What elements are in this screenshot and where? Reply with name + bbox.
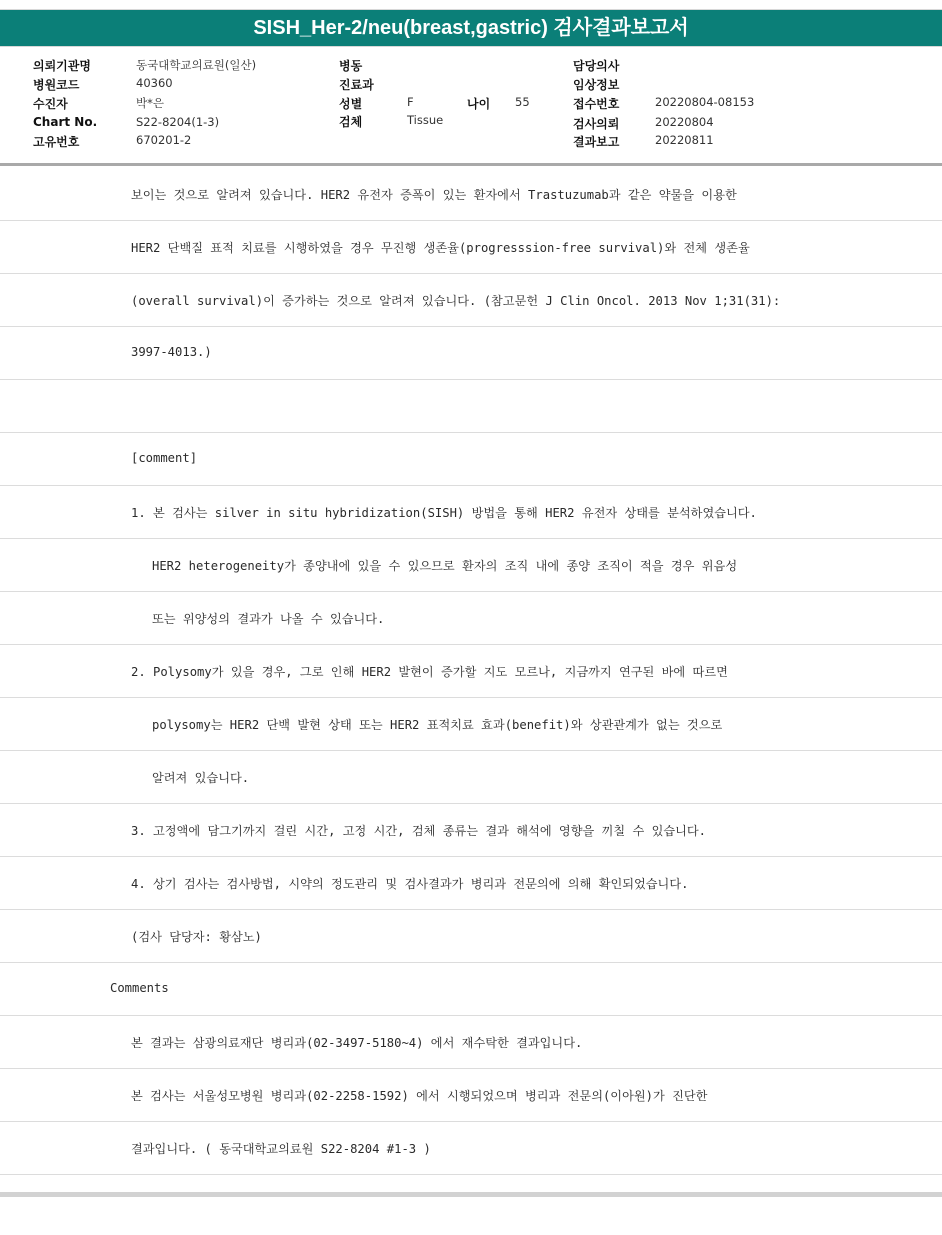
report-line (0, 221, 942, 274)
receipt-no-label: 접수번호 (573, 97, 620, 111)
report-line (0, 592, 942, 645)
hospital-code-label: 병원코드 (33, 78, 80, 92)
report-line (0, 433, 942, 486)
institution-value: 동국대학교의료원(일산) (136, 58, 257, 72)
unique-id-value: 670201-2 (136, 133, 192, 147)
line-text: (검사 담당자: 황삼노) (131, 930, 262, 944)
report-line (0, 486, 942, 539)
report-body (0, 168, 942, 1175)
report-line (0, 274, 942, 327)
dept-label: 진료과 (339, 78, 374, 92)
specimen-value: Tissue (407, 113, 444, 127)
line-text: 알려져 있습니다. (152, 771, 250, 785)
chart-no-label: Chart No. (33, 115, 98, 129)
report-line (0, 1016, 942, 1069)
line-text: 또는 위양성의 결과가 나올 수 있습니다. (152, 612, 385, 626)
report-line (0, 963, 942, 1016)
receipt-no-value: 20220804-08153 (655, 95, 755, 109)
doctor-label: 담당의사 (573, 59, 620, 73)
request-date-label: 검사의뢰 (573, 117, 620, 131)
line-text: 3. 고정액에 담그기까지 걸린 시간, 고정 시간, 검체 종류는 결과 해석에 영향을 끼칠 수 있습니다. (131, 824, 707, 838)
line-text: 1. 본 검사는 silver in situ hybridization(SISH) 방법을 통해 HER2 유전자 상태를 분석하였습니다. (131, 506, 757, 520)
comments-heading: Comments (110, 981, 169, 995)
report-line (0, 380, 942, 433)
sex-label: 성별 (339, 97, 363, 111)
chart-no-value: S22-8204(1-3) (136, 115, 220, 129)
report-line (0, 804, 942, 857)
line-text: (overall survival)이 증가하는 것으로 알려져 있습니다. (참고문헌 J Clin Oncol. 2013 Nov 1;31(31): (131, 294, 781, 308)
line-text: HER2 heterogeneity가 종양내에 있을 수 있으므로 환자의 조직 내에 종양 조직이 적을 경우 위음성 (152, 559, 738, 573)
footer-divider (0, 1192, 942, 1197)
comment-heading: [comment] (131, 451, 198, 465)
line-text: 4. 상기 검사는 검사방법, 시약의 정도관리 및 검사결과가 병리과 전문의에 의해 확인되었습니다. (131, 877, 689, 891)
report-line (0, 1069, 942, 1122)
line-text: 보이는 것으로 알려져 있습니다. HER2 유전자 증폭이 있는 환자에서 Trastuzumab과 같은 약물을 이용한 (131, 188, 737, 202)
report-line (0, 327, 942, 380)
report-title: SISH_Her-2/neu(breast,gastric) 검사결과보고서 (0, 9, 942, 47)
line-text: 결과입니다. ( 동국대학교의료원 S22-8204 #1-3 ) (131, 1142, 431, 1156)
hospital-code-value: 40360 (136, 76, 173, 90)
line-text: 본 결과는 삼광의료재단 병리과(02-3497-5180~4) 에서 재수탁한 결과입니다. (131, 1036, 583, 1050)
ward-label: 병동 (339, 59, 363, 73)
sex-value: F (407, 95, 414, 109)
request-date-value: 20220804 (655, 115, 714, 129)
line-text: 본 검사는 서울성모병원 병리과(02-2258-1592) 에서 시행되었으며 병리과 전문의(이아원)가 진단한 (131, 1089, 708, 1103)
report-line (0, 751, 942, 804)
line-text: polysomy는 HER2 단백 발현 상태 또는 HER2 표적치료 효과(benefit)와 상관관계가 없는 것으로 (152, 718, 723, 732)
report-line (0, 698, 942, 751)
report-date-label: 결과보고 (573, 135, 620, 149)
patient-value: 박*은 (136, 96, 164, 110)
header-divider (0, 163, 942, 166)
institution-label: 의뢰기관명 (33, 59, 91, 73)
report-line (0, 910, 942, 963)
patient-info-header (0, 47, 942, 166)
line-text: 2. Polysomy가 있을 경우, 그로 인해 HER2 발현이 증가할 지도 모르나, 지금까지 연구된 바에 따르면 (131, 665, 728, 679)
report-date-value: 20220811 (655, 133, 714, 147)
line-text: HER2 단백질 표적 치료를 시행하였을 경우 무진행 생존율(progresssion-free survival)와 전체 생존율 (131, 241, 750, 255)
report-line (0, 539, 942, 592)
unique-id-label: 고유번호 (33, 135, 80, 149)
clinical-info-label: 임상정보 (573, 78, 620, 92)
report-line (0, 1122, 942, 1175)
line-text: 3997-4013.) (131, 345, 212, 359)
patient-label: 수진자 (33, 97, 68, 111)
specimen-label: 검체 (339, 115, 363, 129)
age-label: 나이 (467, 97, 491, 111)
report-line (0, 857, 942, 910)
report-line (0, 168, 942, 221)
age-value: 55 (515, 95, 530, 109)
report-line (0, 645, 942, 698)
